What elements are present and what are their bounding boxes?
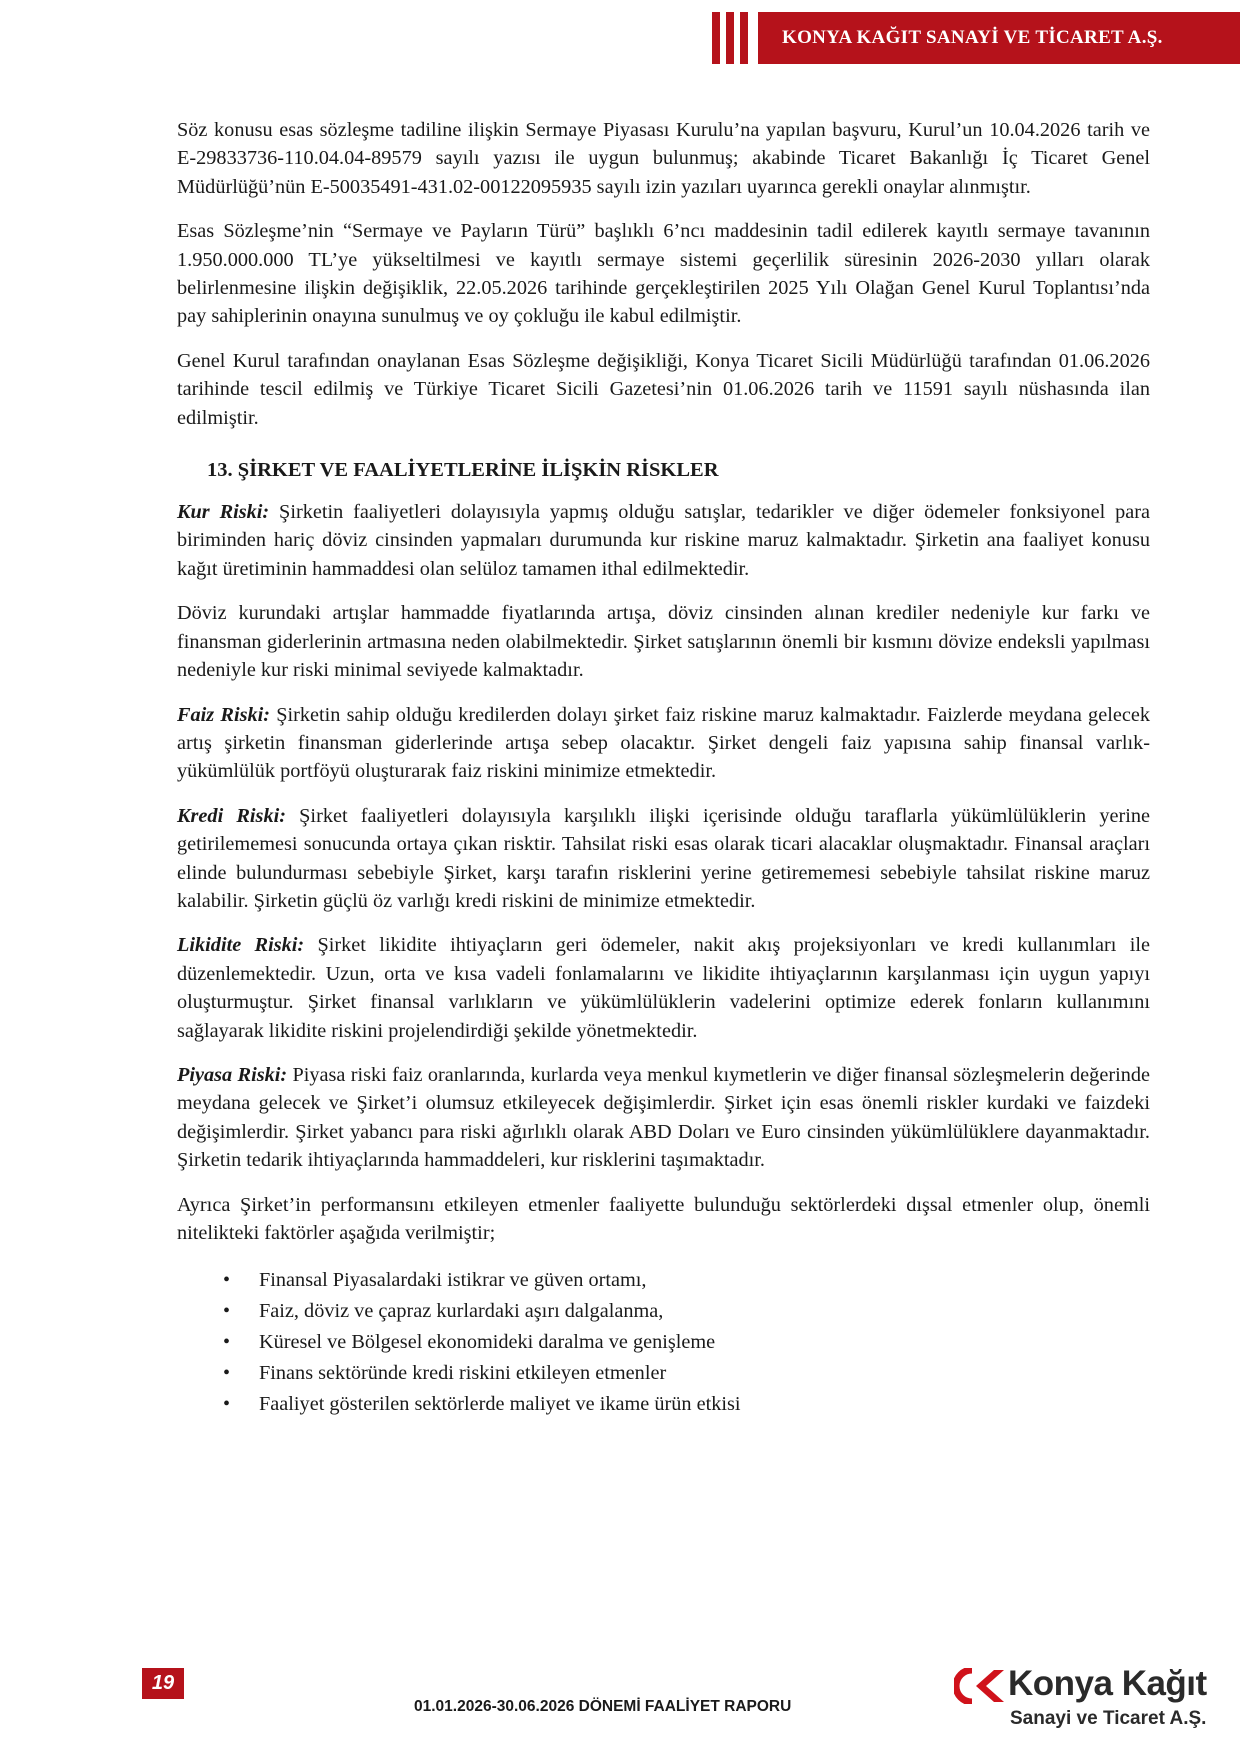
list-item: • Küresel ve Bölgesel ekonomideki daralma ve genişleme: [259, 1327, 1150, 1358]
term-kredi-riski: Kredi Riski:: [177, 804, 286, 827]
header-stripe: [712, 12, 720, 64]
document-body: [177, 116, 1150, 1420]
logo-subtitle: Sanayi ve Ticaret A.Ş.: [1010, 1708, 1207, 1729]
paragraph-doviz: [177, 599, 1150, 684]
logo-mark-icon: [954, 1668, 1006, 1704]
list-item: • Finans sektöründe kredi riskini etkileyen etmenler: [259, 1358, 1150, 1389]
logo-name: Konya Kağıt: [1008, 1664, 1207, 1703]
term-kur-riski: Kur Riski:: [177, 501, 270, 524]
text-doviz: Döviz kurundaki artışlar hammadde fiyatlarında artışa, döviz cinsinden alınan krediler nedeniyle kur farkı ve finansman giderlerinin artmasına neden olabilmektedir. Şirket satışlarının önemli bir kısmını dövize endeksli yapılması nedeniyle kur riski minimal seviyede kalmaktadır.: [177, 602, 1150, 682]
company-logo: [954, 1664, 1220, 1734]
paragraph-registration: Genel Kurul tarafından onaylanan Esas Sözleşme değişikliği, Konya Ticaret Sicili Müdürlüğü tarafından 01.06.2026 tarihinde tescil edilmiş ve Türkiye Ticaret Sicili Gazetesi’nin 01.06.2026 tarih ve 11591 sayılı nüshasında ilan edilmiştir.: [177, 349, 1150, 429]
section-title: 13. ŞİRKET VE FAALİYETLERİNE İLİŞKİN RİSKLER: [207, 459, 719, 482]
list-item: • Faaliyet gösterilen sektörlerde maliyet ve ikame ürün etkisi: [259, 1389, 1150, 1420]
text-kur-riski: Şirketin faaliyetleri dolayısıyla yapmış olduğu satışlar, tedarikler ve diğer ödemeler fonksiyonel para biriminden hariç döviz cinsinden yapmaları durumunda kur riskine maruz kalmaktadır. Şirketin ana faaliyet konusu kağıt üretiminin hammaddesi olan selüloz tamamen ithal edilmektedir.: [177, 501, 1150, 580]
page-number: 19: [142, 1668, 184, 1699]
paragraph-capital-ceiling: Esas Sözleşme’nin “Sermaye ve Payların Türü” başlıklı 6’ncı maddesinin tadil edilerek kayıtlı sermaye tavanının 1.950.000.000 TL’ye yükseltilmesi ve kayıtlı sermaye sistemi geçerlilik süresinin 2026-2030 yılları olarak belirlenmesine ilişkin değişiklik, 22.05.2026 tarihinde gerçekleştirilen 2025 Yılı Olağan Genel Kurul Toplantısı’nda pay sahiplerinin onayına sunulmuş ve oy çokluğu ile kabul edilmiştir.: [177, 220, 1150, 328]
paragraph-faiz-riski: [177, 701, 1150, 786]
report-title: 01.01.2026-30.06.2026 DÖNEMİ FAALİYET RAPORU: [414, 1698, 792, 1715]
paragraph-likidite-riski: [177, 931, 1150, 1045]
list-item: • Finansal Piyasalardaki istikrar ve güven ortamı,: [259, 1265, 1150, 1296]
paragraph-kredi-riski: [177, 802, 1150, 916]
term-faiz-riski: Faiz Riski:: [177, 703, 270, 726]
header-stripe: [726, 12, 734, 64]
factor-list: [177, 1265, 1150, 1420]
paragraph-piyasa-riski: [177, 1061, 1150, 1175]
text-faiz-riski: Şirketin sahip olduğu kredilerden dolayı şirket faiz riskine maruz kalmaktadır. Faizlerde meydana gelecek artış şirketin finansman giderlerinde artışa sebep olacaktır. Şirket dengeli faiz yapısına sahip finansal varlık-yükümlülük portföyü oluşturarak faiz riskini minimize etmektedir.: [177, 703, 1150, 783]
header-stripes: [712, 12, 748, 64]
paragraph-kur-riski: [177, 498, 1150, 583]
header-band: [758, 12, 1240, 64]
header-stripe: [740, 12, 748, 64]
text-likidite-riski: Şirket likidite ihtiyaçların geri ödemeler, nakit akış projeksiyonları ve kredi kullanımları ile düzenlemektedir. Uzun, orta ve kısa vadeli fonlamalarını ve likidite ihtiyaçlarının karşılanması için uygun yapıyı oluşturmuştur. Şirket finansal varlıkların ve yükümlülüklerin vadelerini optimize ederek fonların kullanımını sağlayarak likidite riskini projelendirdiği şekilde yönetmektedir.: [177, 934, 1150, 1042]
paragraph-spk-approval: Söz konusu esas sözleşme tadiline ilişkin Sermaye Piyasası Kurulu’na yapılan başvuru, Kurul’un 10.04.2026 tarih ve E-29833736-110.04.04-89579 sayılı yazısı ile uygun bulunmuş; akabinde Ticaret Bakanlığı İç Ticaret Genel Müdürlüğü’nün E-50035491-431.02-00122095935 sayılı izin yazıları uyarınca gerekli onaylar alınmıştır.: [177, 119, 1150, 198]
text-kredi-riski: Şirket faaliyetleri dolayısıyla karşılıklı ilişki içerisinde olduğu taraflarla yükümlülüklerin yerine getirilememesi sonucunda ortaya çıkan risktir. Tahsilat riski esas olarak ticari alacaklar oluşmaktadır. Finansal araçları elinde bulundurması sebebiyle Şirket, karşı tarafın risklerini yerine getirememesi sebebiyle tahsilat riskine maruz kalabilir. Şirketin güçlü öz varlığı kredi riskini de minimize etmektedir.: [177, 804, 1150, 912]
paragraph-ayrica: Ayrıca Şirket’in performansını etkileyen etmenler faaliyette bulunduğu sektörlerdeki dışsal etmenler olup, önemli nitelikteki faktörler aşağıda verilmiştir;: [177, 1193, 1150, 1244]
company-name: KONYA KAĞIT SANAYİ VE TİCARET A.Ş.: [782, 27, 1163, 48]
text-piyasa-riski: Piyasa riski faiz oranlarında, kurlarda veya menkul kıymetlerin ve diğer finansal sözleşmelerin değerinde meydana gelecek ve Şirket’i olumsuz etkileyecek değişimlerdir. Şirket için esas önemli riskler kurdaki ve faizdeki değişimlerdir. Şirket yabancı para riski ağırlıklı olarak ABD Doları ve Euro cinsinden yükümlülüklere dayanmaktadır. Şirketin tedarik ihtiyaçlarında hammaddeleri, kur risklerini taşımaktadır.: [177, 1063, 1150, 1172]
list-item: • Faiz, döviz ve çapraz kurlardaki aşırı dalgalanma,: [259, 1296, 1150, 1327]
term-piyasa-riski: Piyasa Riski:: [177, 1063, 288, 1086]
term-likidite-riski: Likidite Riski:: [177, 934, 305, 957]
